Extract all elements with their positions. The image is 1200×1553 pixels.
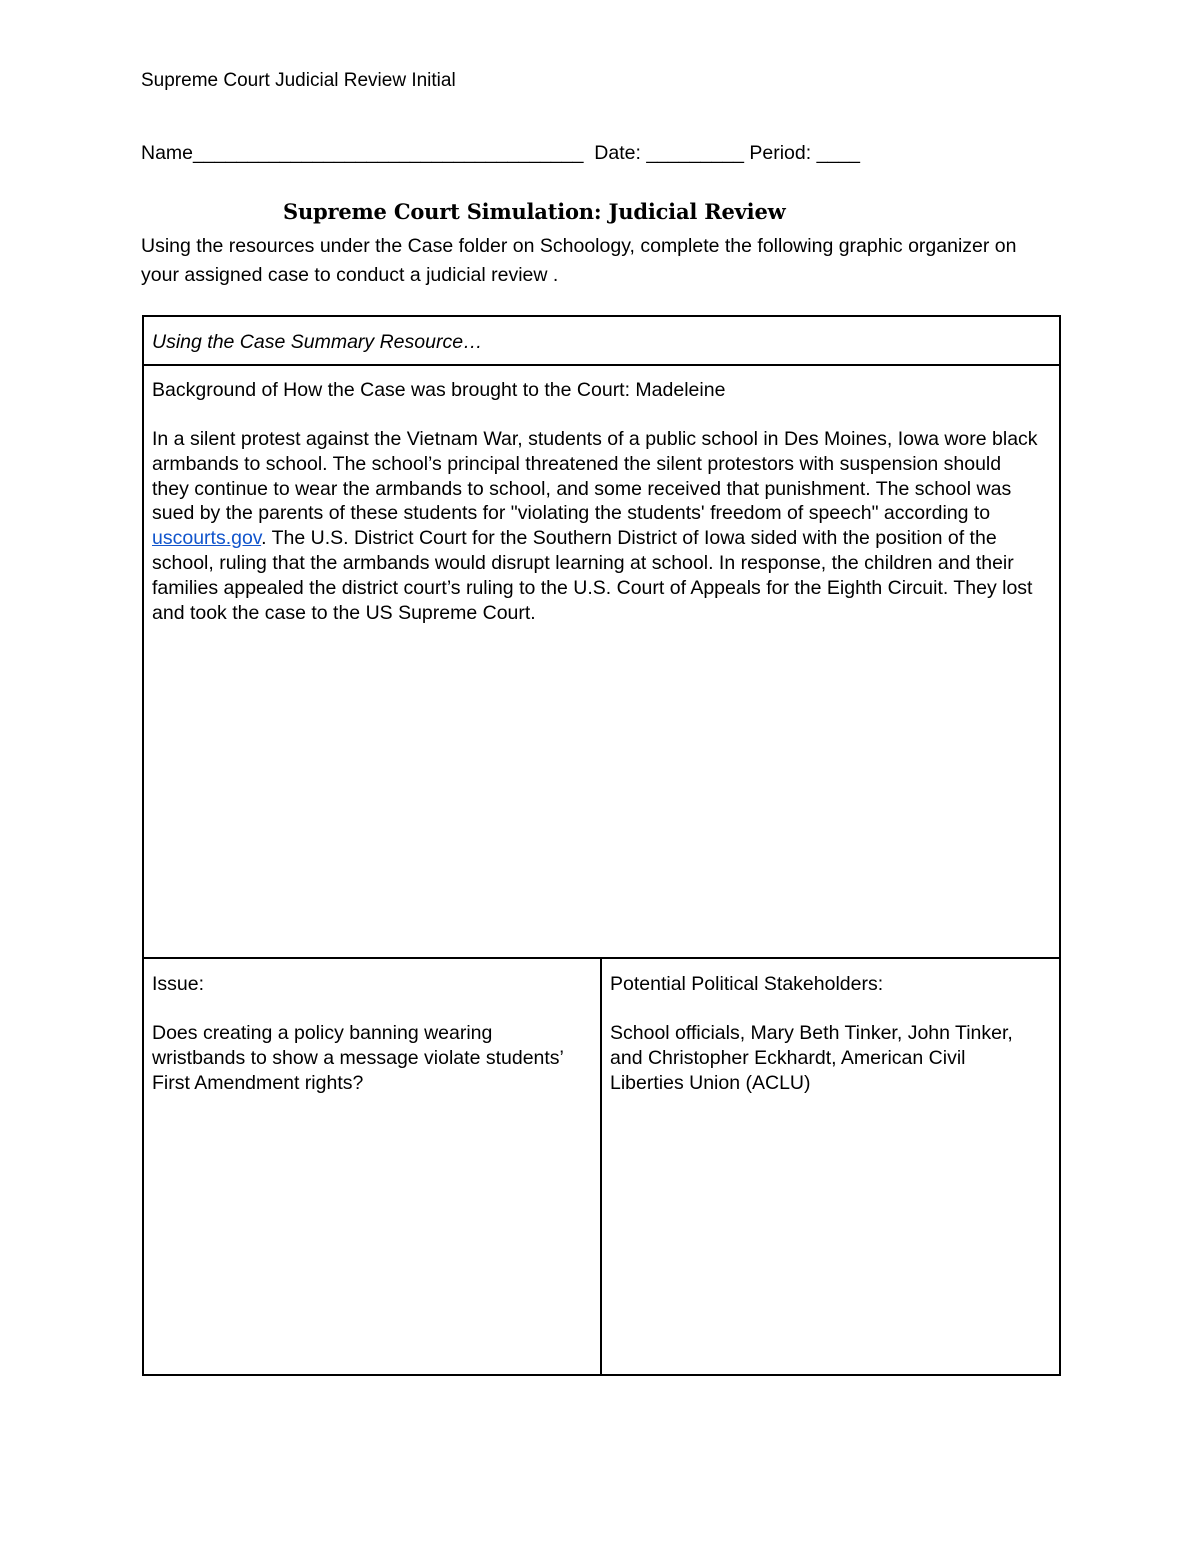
stakeholders-label: Potential Political Stakeholders: [610,973,884,995]
issue-label: Issue: [152,973,205,995]
issue-cell [144,959,602,1374]
background-label: Background of How the Case was brought to the Court: Madeleine [152,379,726,401]
period-blank: ____ [816,142,860,164]
period-label: Period: [749,142,812,164]
stakeholders-text: School officials, Mary Beth Tinker, John Tinker, and Christopher Eckhardt, American Civil Liberties Union (ACLU) [610,1022,1013,1094]
date-label: Date: [594,142,641,164]
background-text [152,427,1042,625]
instructions-text: Using the resources under the Case folder on Schoology, complete the following graphic organizer on your assigned case to conduct a judicial review . [141,235,1017,286]
name-blank: ____________________________________ [193,142,584,164]
worksheet-title: Supreme Court Simulation: Judicial Review [283,199,786,224]
date-blank: _________ [646,142,744,164]
issue-text: Does creating a policy banning wearing wristbands to show a message violate students’ First Amendment rights? [152,1022,564,1094]
graphic-organizer-table [142,315,1061,1376]
resource-heading: Using the Case Summary Resource… [152,331,483,353]
name-label: Name [141,142,194,164]
document-header: Supreme Court Judicial Review Initial [141,70,456,91]
background-text-part2: . The U.S. District Court for the Southern District of Iowa sided with the position of the school, ruling that the armbands would disrupt learning at school. In response, the children and their families appealed the district court’s ruling to the U.S. Court of Appeals for the Eighth Circuit. They lost and took the case to the US Supreme Court. [152,527,1033,624]
stakeholders-cell [602,959,1059,1374]
background-cell [144,366,1059,959]
background-text-part1: In a silent protest against the Vietnam War, students of a public school in Des Moines, Iowa wore black armbands to school. The school’s principal threatened the silent protestors with suspension should they continue to wear the armbands to school, and some received that punishment. The school was sued by the parents of these students for "violating the students' freedom of speech" according to [152,428,1038,525]
student-info-line [141,142,860,165]
uscourts-link[interactable]: uscourts.gov [152,527,262,550]
resource-heading-row [144,317,1059,366]
